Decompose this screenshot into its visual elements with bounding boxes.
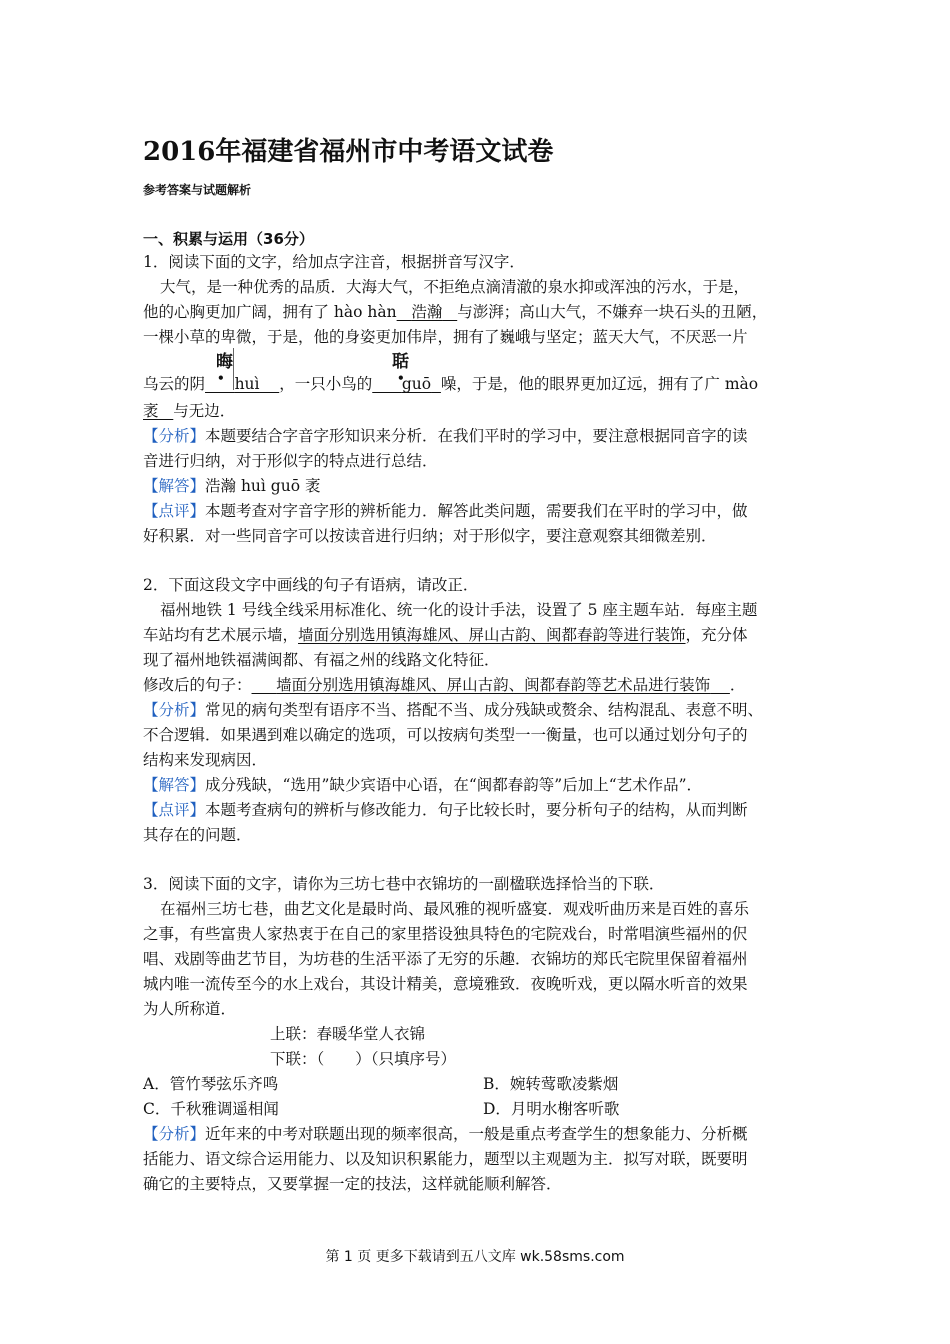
- pinyin-guo: guō: [401, 375, 432, 393]
- q1-answer-text: 浩瀚 huì guō 袤: [205, 477, 321, 495]
- page-subtitle: 参考答案与试题解析: [143, 183, 252, 197]
- answer-tag: 【解答】: [143, 477, 206, 495]
- q3-option-b: B．婉转莺歌凌紫烟: [483, 1075, 619, 1093]
- answer-tag: 【解答】: [143, 776, 206, 794]
- q1-review-2: 好积累．对一些同音字可以按读音进行归纳；对于形似字，要注意观察其细微差别．: [143, 527, 717, 545]
- answer-mao: 袤: [143, 402, 159, 420]
- q3-upper-couplet: 上联：春暖华堂人衣锦: [270, 1025, 426, 1043]
- q3-analysis-3: 确它的主要特点，又要掌握一定的技法，这样就能顺利解答．: [143, 1175, 562, 1193]
- q2-answer: [143, 775, 702, 795]
- q2-fix-blank: [252, 676, 730, 694]
- q1-passage-line-1: 大气，是一种优秀的品质．大海大气，不拒绝点滴清澈的泉水抑或浑浊的污水，于是，: [160, 278, 750, 296]
- section-heading: 一、积累与运用（36分）: [143, 230, 314, 248]
- pinyin-haohan: 他的心胸更加广阔，拥有了 hào hàn: [143, 303, 397, 321]
- q3-passage-line-2: 之事，有些富贵人家热衷于在自己的家里搭设独具特色的宅院戏台，时常唱演些福州的伬: [143, 925, 748, 943]
- analysis-tag: 【分析】: [143, 701, 206, 719]
- q2-analysis-text-1: 常见的病句类型有语序不当、搭配不当、成分残缺或赘余、结构混乱、表意不明、: [205, 701, 764, 719]
- q2-passage-line-3: 现了福州地铁福满闽都、有福之州的线路文化特征．: [143, 651, 500, 669]
- q1-analysis-2: 音进行归纳，对于形似字的特点进行总结．: [143, 452, 438, 470]
- q3-option-d: D．月明水榭客听歌: [483, 1100, 620, 1118]
- q1-passage-line-2: [143, 302, 767, 322]
- page-footer: 第 1 页 更多下载请到五八文库 wk.58sms.com: [325, 1249, 625, 1265]
- q3-option-c: C．千秋雅调遥相闻: [143, 1100, 279, 1118]
- q2-analysis-3: 结构来发现病因．: [143, 751, 268, 769]
- q1-analysis-1: [143, 426, 748, 446]
- q2-passage-line-2-c: ，充分体: [685, 626, 748, 644]
- q2-underlined-sentence: 墙面分别选用镇海雄风、屏山古韵、闽都春韵等进行装饰: [298, 626, 686, 644]
- q2-passage-line-2-a: 车站均有艺术展示墙，: [143, 626, 299, 644]
- q1-answer: [143, 476, 320, 496]
- ruby-char-hui: 晦: [216, 352, 233, 372]
- q1-passage-line-4-a: 乌云的阴: [143, 375, 206, 393]
- q1-passage-line-4-b: ，一只小鸟的: [279, 375, 373, 393]
- q2-fix-end: ．: [729, 676, 746, 694]
- q2-analysis-1: [143, 700, 763, 720]
- page-title: 2016年福建省福州市中考语文试卷: [143, 137, 554, 167]
- blank-hui: [205, 375, 279, 393]
- q3-option-a: A．管竹琴弦乐齐鸣: [143, 1075, 279, 1093]
- answer-blank-haohan: [397, 303, 458, 321]
- q3-stem: 3．阅读下面的文字，请你为三坊七巷中衣锦坊的一副楹联选择恰当的下联．: [143, 875, 665, 893]
- q1-passage-line-3: 一棵小草的卑微，于是，他的身姿更加伟岸，拥有了巍峨与坚定；蓝天大气，不厌恶一片: [143, 328, 748, 346]
- q2-analysis-2: 不合逻辑．如果遇到难以确定的选项，可以按病句类型一一衡量，也可以通过划分句子的: [143, 726, 748, 744]
- q2-review-1: [143, 800, 748, 820]
- review-tag: 【点评】: [143, 801, 206, 819]
- q1-stem: 1．阅读下面的文字，给加点字注音，根据拼音写汉字．: [143, 253, 525, 271]
- q3-passage-line-5: 为人所称道．: [143, 1000, 237, 1018]
- q2-fix-label: 修改后的句子：: [143, 676, 252, 694]
- q2-answer-text: 成分残缺，“选用”缺少宾语中心语，在“闽都春韵等”后加上“艺术作品”．: [205, 776, 703, 794]
- q2-passage-line-2: [143, 625, 748, 645]
- q1-review-text-1: 本题考查对字音字形的辨析能力．解答此类问题，需要我们在平时的学习中，做: [205, 502, 748, 520]
- blank-mao-tail: [159, 402, 174, 420]
- review-tag: 【点评】: [143, 502, 206, 520]
- q2-fix-text: 墙面分别选用镇海雄风、屏山古韵、闽都春韵等艺术品进行装饰: [276, 676, 711, 694]
- answer-haohan: 浩瀚: [411, 303, 443, 321]
- q2-review-text-1: 本题考查病句的辨析与修改能力．句子比较长时，要分析句子的结构，从而判断: [205, 801, 748, 819]
- q3-analysis-2: 括能力、语文综合运用能力、以及知识积累能力，题型以主观题为主．拟写对联，既要明: [143, 1150, 748, 1168]
- q3-lower-couplet: 下联：（ ）（只填序号）: [270, 1050, 457, 1068]
- q2-stem: 2．下面这段文字中画线的句子有语病，请改正．: [143, 576, 479, 594]
- q1-passage-line-5-rest: 与无边．: [173, 402, 236, 420]
- q3-passage-line-4: 城内唯一流传至今的水上戏台，其设计精美，意境雅致．夜晚听戏，更以隔水听音的效果: [143, 975, 748, 993]
- pinyin-hui: huì: [234, 375, 260, 393]
- q2-fix: [143, 675, 745, 695]
- analysis-tag: 【分析】: [143, 1125, 206, 1143]
- analysis-tag: 【分析】: [143, 427, 206, 445]
- q3-analysis-1: [143, 1124, 748, 1144]
- q2-review-2: 其存在的问题．: [143, 826, 252, 844]
- q3-passage-line-3: 唱、戏剧等曲艺节目，为坊巷的生活平添了无穷的乐趣．衣锦坊的郑氏宅院里保留着福州: [143, 950, 748, 968]
- q1-analysis-text-1: 本题要结合字音字形知识来分析．在我们平时的学习中，要注意根据同音字的读: [205, 427, 748, 445]
- blank-guo: [372, 375, 441, 393]
- q1-passage-line-5: [143, 401, 235, 421]
- q1-passage-line-2-rest: 与澎湃；高山大气，不嫌弃一块石头的丑陋，: [457, 303, 768, 321]
- q3-passage-line-1: 在福州三坊七巷，曲艺文化是最时尚、最风雅的视听盛宴．观戏听曲历来是百姓的喜乐: [160, 900, 750, 918]
- emphasis-dot-hui: •: [217, 371, 225, 385]
- ruby-char-guo: 聒: [392, 352, 409, 372]
- q2-passage-line-1: 福州地铁 1 号线全线采用标准化、统一化的设计手法，设置了 5 座主题车站．每座主题: [160, 601, 758, 619]
- q1-passage-line-4: [143, 374, 758, 394]
- q1-passage-line-4-c: 噪，于是，他的眼界更加辽远，拥有了广 mào: [440, 375, 759, 393]
- emphasis-dot-guo: •: [397, 371, 405, 385]
- q1-review-1: [143, 501, 748, 521]
- q3-analysis-text-1: 近年来的中考对联题出现的频率很高，一般是重点考查学生的想象能力、分析概: [205, 1125, 748, 1143]
